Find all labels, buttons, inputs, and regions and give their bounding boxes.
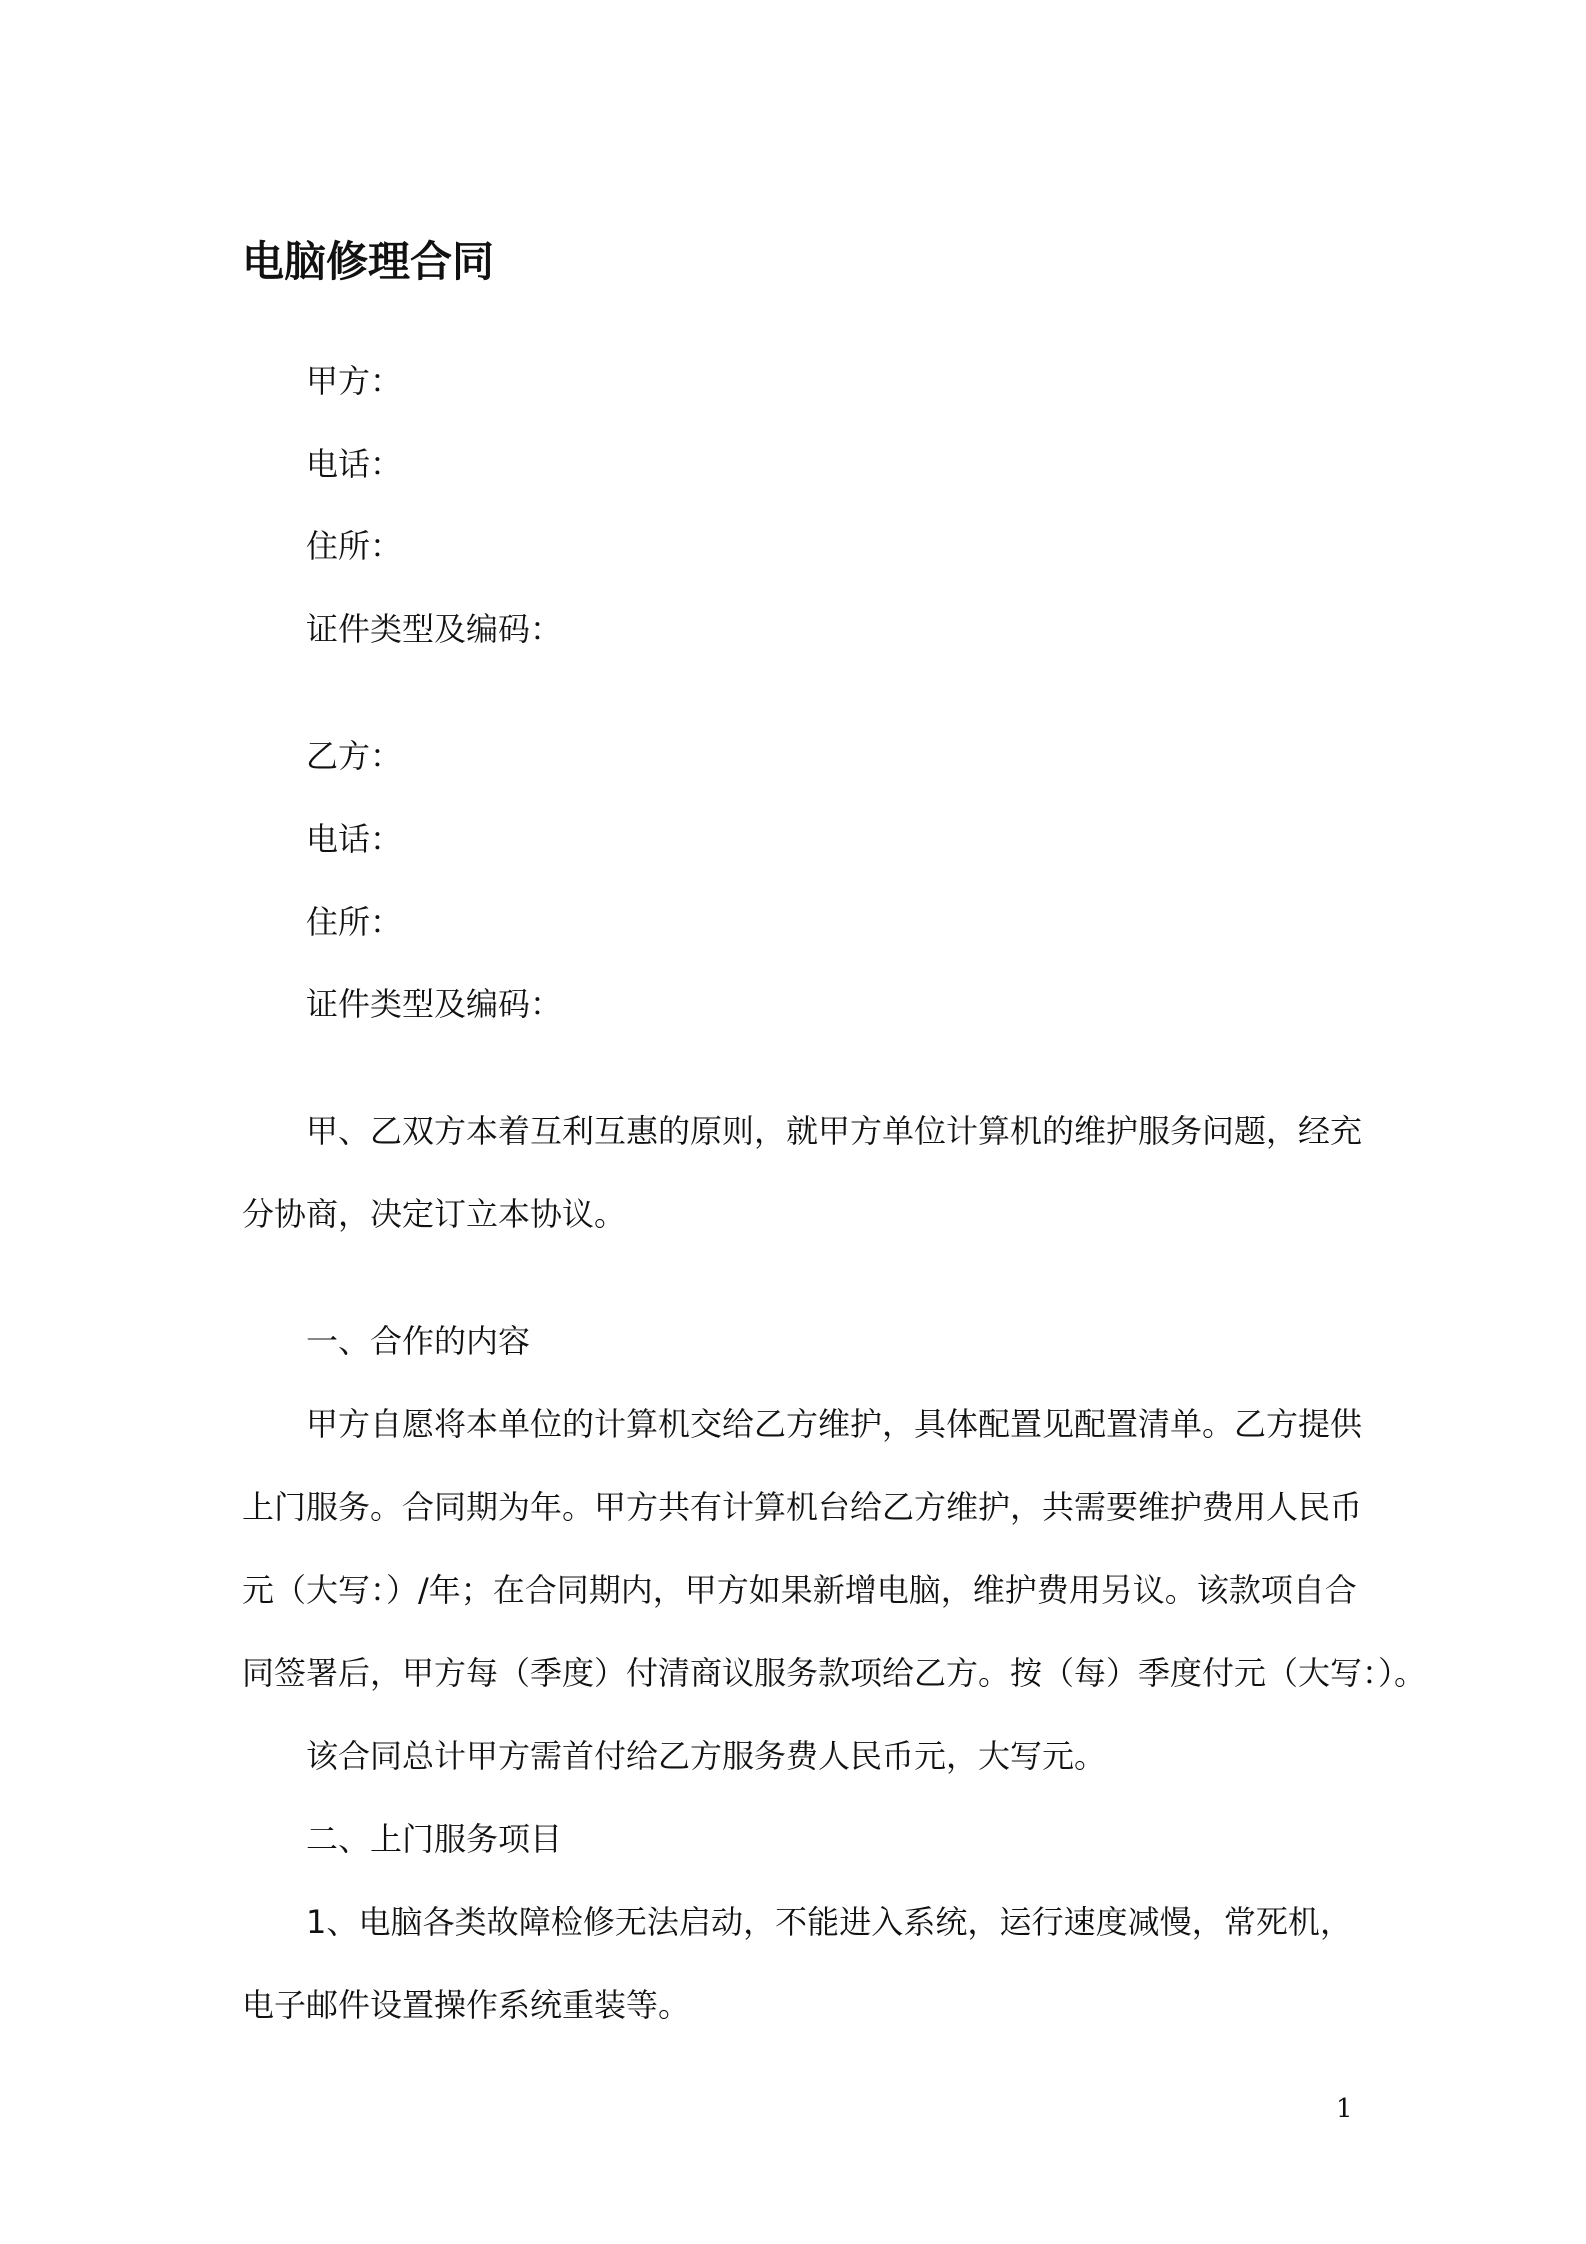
section-1-para-1-line-2: 上门服务。合同期为年。甲方共有计算机台给乙方维护，共需要维护费用人民币: [242, 1488, 1363, 1526]
party-b-phone-label: 电话：: [306, 820, 403, 858]
section-1-para-1-line-4: 同签署后，甲方每（季度）付清商议服务款项给乙方。按（每）季度付元（大写：）。: [242, 1654, 1427, 1692]
party-b-address-label: 住所：: [306, 903, 403, 941]
party-a-address-label: 住所：: [306, 527, 403, 565]
document-title: 电脑修理合同: [242, 237, 495, 286]
party-a-phone-label: 电话：: [306, 445, 403, 483]
section-1-para-2: 该合同总计甲方需首付给乙方服务费人民币元，大写元。: [306, 1737, 1107, 1775]
section-1-para-1-line-1: 甲方自愿将本单位的计算机交给乙方维护，具体配置见配置清单。乙方提供: [306, 1405, 1363, 1443]
intro-line-2: 分协商，决定订立本协议。: [242, 1195, 627, 1233]
section-1-heading: 一、合作的内容: [306, 1322, 531, 1360]
party-a-id-label: 证件类型及编码：: [306, 610, 563, 648]
page-number: 1: [1336, 2094, 1353, 2124]
section-2-item-1-line-2: 电子邮件设置操作系统重装等。: [242, 1986, 691, 2024]
intro-line-1: 甲、乙双方本着互利互惠的原则，就甲方单位计算机的维护服务问题，经充: [306, 1112, 1363, 1150]
party-a-name-label: 甲方：: [306, 362, 403, 400]
section-1-para-1-line-3: 元（大写：）/年；在合同期内，甲方如果新增电脑，维护费用另议。该款项自合: [242, 1571, 1357, 1609]
party-b-name-label: 乙方：: [306, 737, 403, 775]
section-2-heading: 二、上门服务项目: [306, 1820, 563, 1858]
party-b-id-label: 证件类型及编码：: [306, 985, 563, 1023]
section-2-item-1-line-1: 1、电脑各类故障检修无法启动，不能进入系统，运行速度减慢，常死机，: [306, 1903, 1352, 1941]
